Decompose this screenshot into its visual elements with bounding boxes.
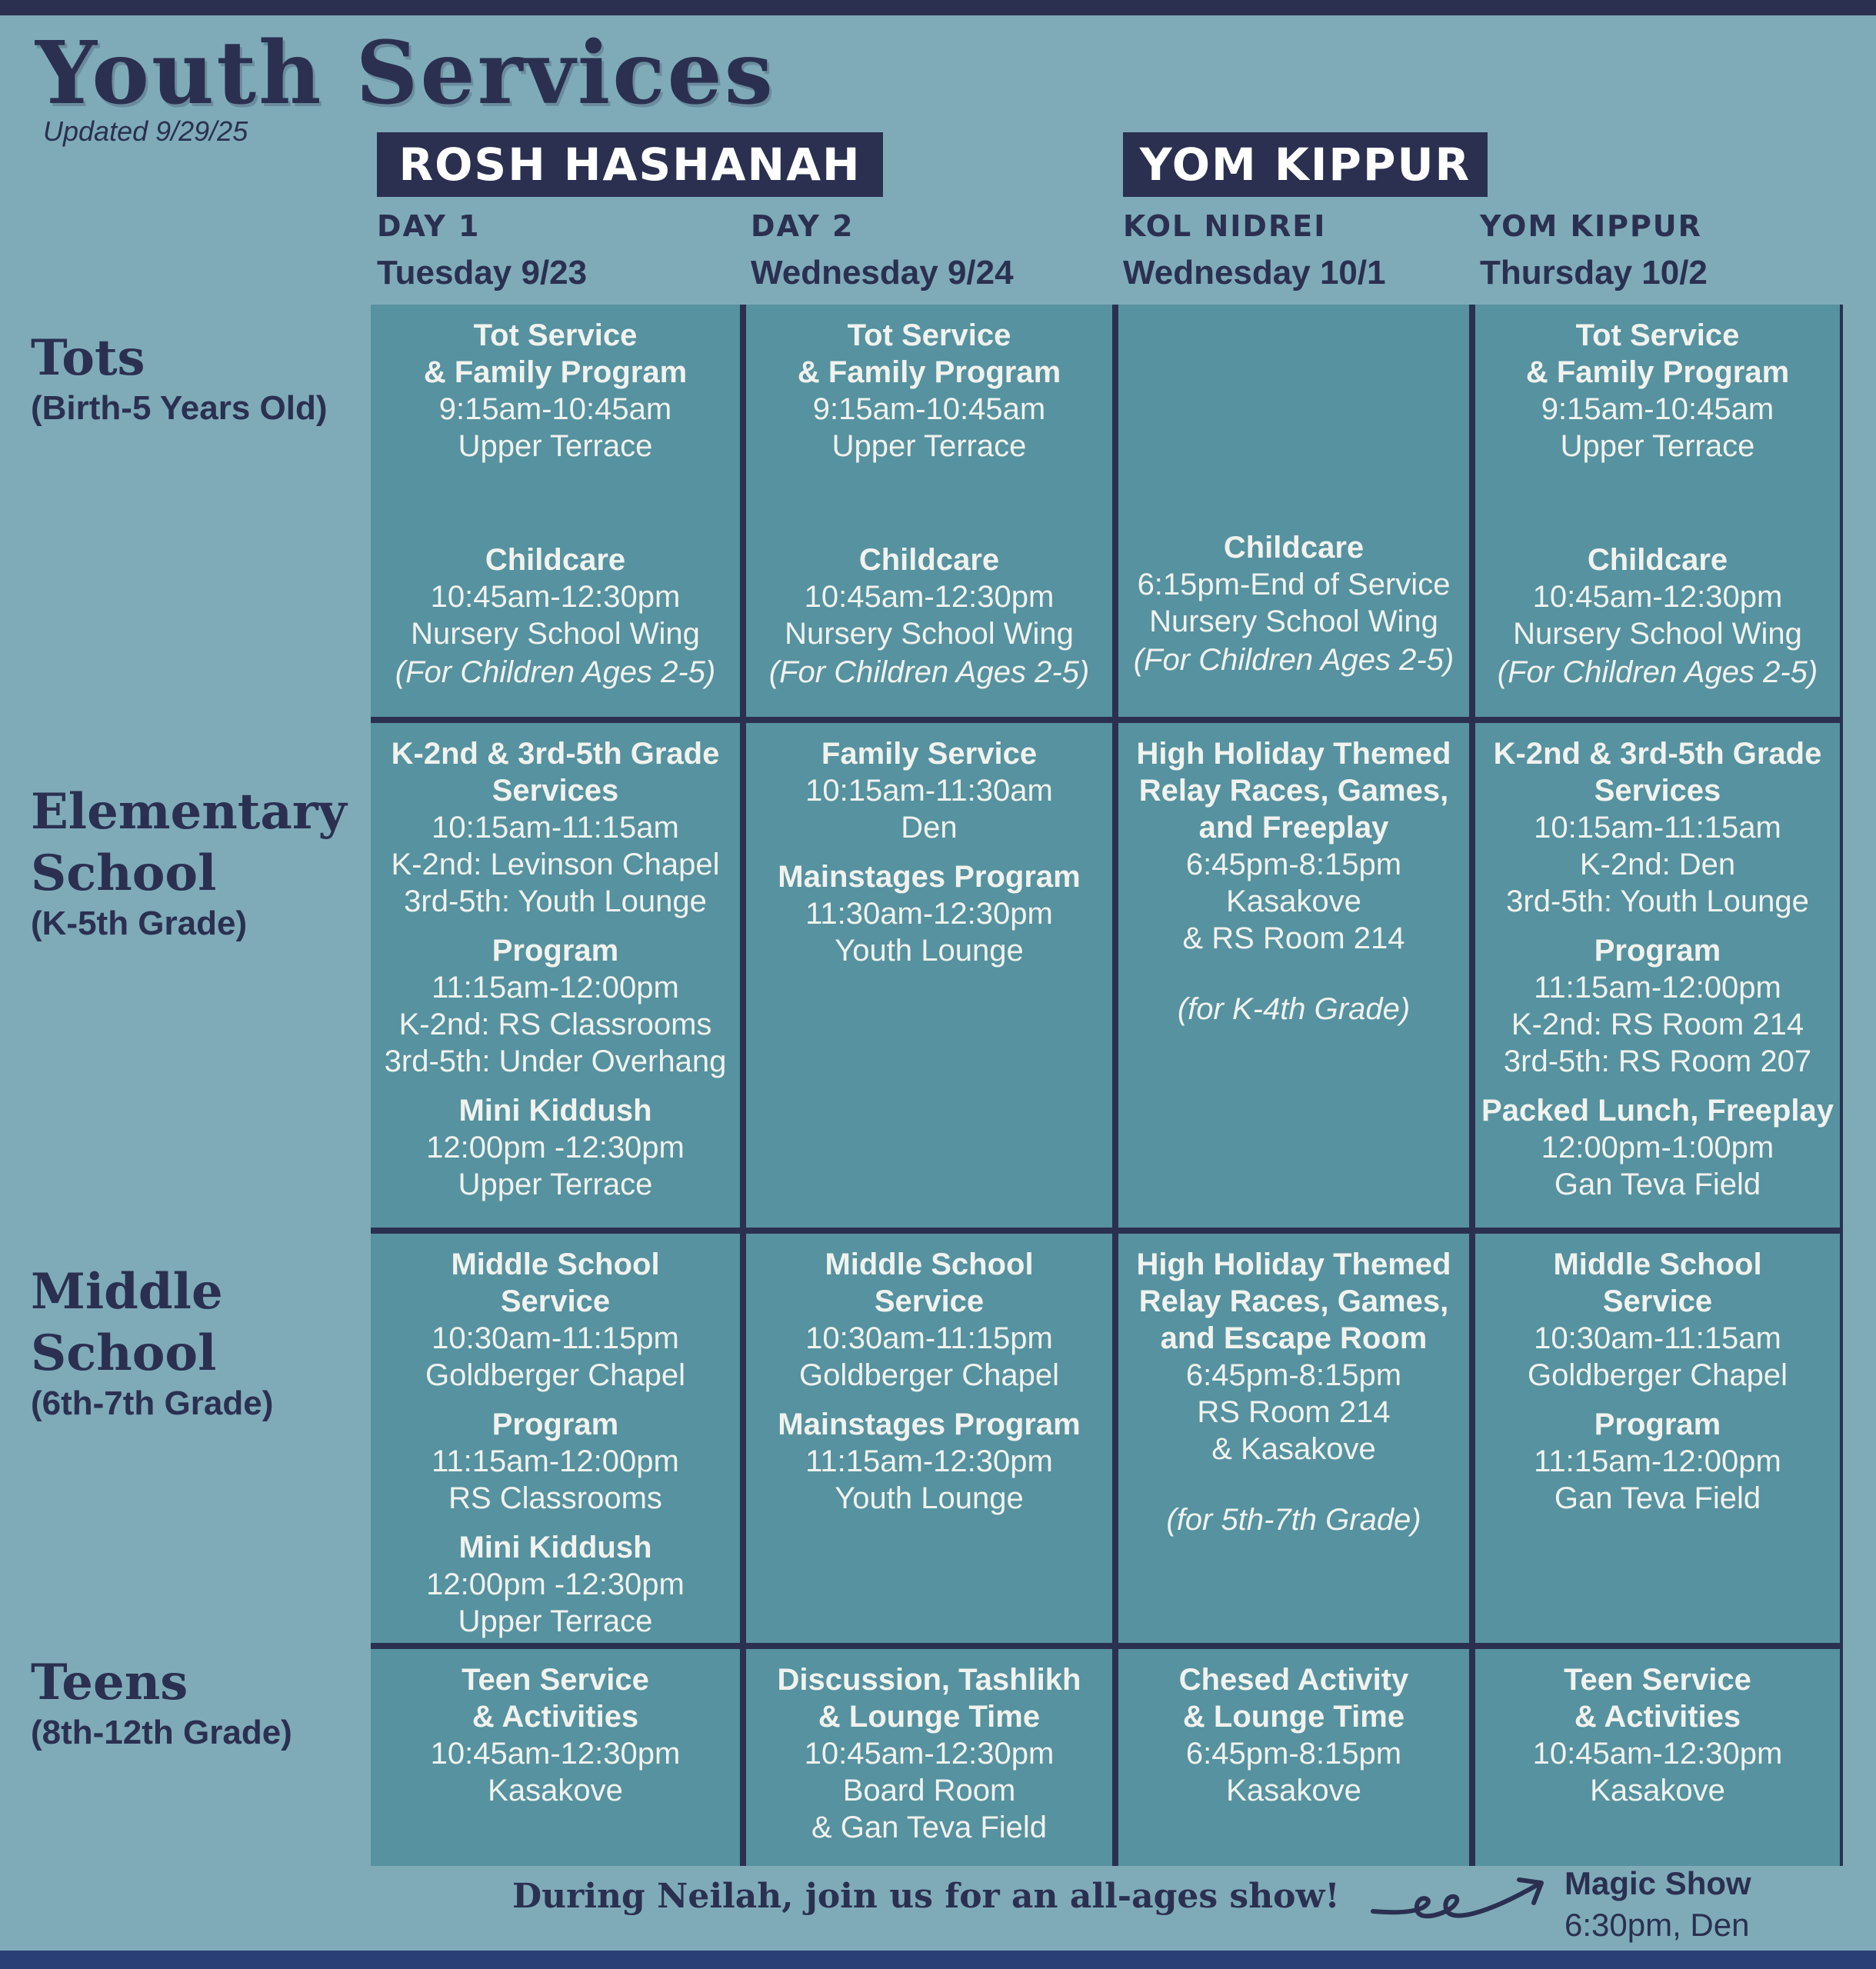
column-kicker: DAY 1 — [377, 209, 481, 243]
cell-teens-yom-kippur — [1475, 1649, 1840, 1866]
program-block — [752, 1406, 1106, 1517]
cell-teens-day2 — [746, 1649, 1112, 1866]
block-title: & Family Program — [797, 355, 1061, 389]
block-title: & Family Program — [423, 355, 688, 389]
bottom-border — [0, 1951, 1876, 1969]
block-title: Teen Service — [462, 1663, 649, 1697]
block-title: Tot Service — [1575, 318, 1740, 352]
curly-arrow-icon — [1369, 1869, 1561, 1938]
column-date: Thursday 10/2 — [1480, 254, 1708, 292]
block-time: 12:00pm-1:00pm — [1541, 1131, 1774, 1164]
block-location: 3rd-5th: Under Overhang — [384, 1044, 727, 1078]
block-title: Middle School — [825, 1248, 1034, 1281]
cell-elementary-kol-nidrei — [1118, 723, 1469, 1228]
row-label-elementary — [31, 781, 347, 943]
program-block — [1125, 1661, 1463, 1809]
block-time: 11:15am-12:00pm — [432, 971, 679, 1004]
cell-tots-kol-nidrei — [1118, 305, 1469, 717]
program-block — [1481, 1092, 1834, 1203]
program-block — [1481, 1246, 1834, 1394]
row-name: Teens — [31, 1654, 188, 1711]
block-location: Nursery School Wing — [785, 617, 1074, 651]
block-location: Kasakove — [1226, 1774, 1361, 1807]
block-time: 10:45am-12:30pm — [1532, 580, 1783, 614]
block-title: Packed Lunch, Freeplay — [1481, 1094, 1834, 1128]
block-title: Services — [1594, 774, 1721, 808]
column-kicker: YOM KIPPUR — [1480, 209, 1702, 243]
block-title: Childcare — [485, 543, 626, 577]
row-name-line1: Middle — [31, 1263, 223, 1321]
column-header-day1 — [377, 209, 587, 292]
block-title: Tot Service — [847, 318, 1011, 352]
cell-teens-day1 — [371, 1649, 740, 1866]
program-block — [752, 1246, 1106, 1394]
top-border — [0, 0, 1876, 15]
block-location: Kasakove — [488, 1774, 623, 1807]
block-location: Nursery School Wing — [1513, 617, 1802, 651]
block-time: 6:45pm-8:15pm — [1185, 1358, 1402, 1392]
block-location: Goldberger Chapel — [425, 1358, 685, 1392]
cell-elementary-day1 — [371, 723, 740, 1228]
block-note: (For Children Ages 2-5) — [768, 655, 1090, 689]
block-location: Upper Terrace — [458, 1604, 653, 1638]
block-time: 10:45am-12:30pm — [1532, 1737, 1783, 1771]
block-time: 12:00pm -12:30pm — [426, 1131, 685, 1164]
block-location: Kasakove — [1590, 1774, 1725, 1807]
block-title: Tot Service — [473, 318, 638, 352]
block-time: 10:45am-12:30pm — [804, 580, 1055, 614]
program-block — [752, 735, 1106, 846]
block-note: (for 5th-7th Grade) — [1166, 1503, 1421, 1537]
block-title: Family Service — [821, 737, 1038, 771]
column-date: Wednesday 10/1 — [1123, 254, 1386, 292]
cell-middle-day1 — [371, 1234, 740, 1643]
schedule-grid — [371, 305, 1843, 1866]
block-title: & Lounge Time — [1182, 1700, 1405, 1734]
block-location: Upper Terrace — [831, 429, 1027, 463]
program-block — [377, 1661, 734, 1809]
program-block — [1481, 541, 1834, 691]
column-date: Wednesday 9/24 — [751, 254, 1014, 292]
block-time: 6:15pm-End of Service — [1137, 568, 1451, 601]
column-header-yom-kippur — [1480, 209, 1708, 292]
block-location: RS Room 214 — [1197, 1395, 1391, 1429]
block-time: 10:45am-12:30pm — [430, 580, 681, 614]
block-location: Upper Terrace — [458, 429, 653, 463]
block-location: & RS Room 214 — [1182, 921, 1405, 955]
program-block — [377, 735, 734, 920]
block-title: Program — [1594, 934, 1721, 968]
program-block — [377, 541, 734, 691]
row-name-line1: Elementary — [31, 783, 347, 841]
column-kicker: DAY 2 — [751, 209, 855, 243]
program-block — [1125, 529, 1463, 678]
block-title: Middle School — [1553, 1248, 1762, 1281]
block-title: Chesed Activity — [1178, 1663, 1409, 1697]
block-title: and Freeplay — [1198, 811, 1389, 845]
row-name-line2: School — [31, 845, 217, 902]
program-block — [1481, 932, 1834, 1080]
cell-elementary-yom-kippur — [1475, 723, 1840, 1228]
block-location: Upper Terrace — [1560, 429, 1755, 463]
column-header-kol-nidrei — [1123, 209, 1386, 292]
yom-kippur-banner: YOM KIPPUR — [1123, 132, 1488, 197]
program-block — [1481, 1406, 1834, 1517]
block-time: 10:45am-12:30pm — [804, 1737, 1055, 1771]
block-location: 3rd-5th: Youth Lounge — [404, 885, 707, 918]
block-time: 11:15am-12:00pm — [1534, 1444, 1781, 1478]
block-time: 11:30am-12:30pm — [805, 897, 1053, 931]
block-title: Mini Kiddush — [458, 1531, 652, 1564]
block-time: 10:45am-12:30pm — [430, 1737, 681, 1771]
row-sub: (8th-12th Grade) — [31, 1714, 292, 1751]
block-note: (for K-4th Grade) — [1177, 992, 1411, 1026]
row-name: Tots — [31, 329, 145, 387]
block-note: (For Children Ages 2-5) — [1133, 643, 1454, 677]
column-header-day2 — [751, 209, 1014, 292]
column-kicker: KOL NIDREI — [1123, 209, 1327, 243]
block-title: & Lounge Time — [818, 1700, 1041, 1734]
row-sub: (6th-7th Grade) — [31, 1384, 274, 1422]
block-title: Mainstages Program — [778, 1408, 1081, 1441]
block-title: Relay Races, Games, — [1138, 1284, 1449, 1318]
program-block — [377, 1529, 734, 1640]
block-location: Goldberger Chapel — [1528, 1358, 1788, 1392]
program-block — [377, 317, 734, 465]
block-note: (For Children Ages 2-5) — [395, 655, 716, 689]
cell-tots-day1 — [371, 305, 740, 717]
block-location: Den — [901, 811, 958, 845]
updated-date: Updated 9/29/25 — [43, 115, 248, 147]
block-title: Childcare — [1223, 531, 1365, 565]
magic-show — [1564, 1863, 1751, 1946]
program-block — [752, 541, 1106, 691]
row-sub: (K-5th Grade) — [31, 905, 248, 942]
block-title: Childcare — [858, 543, 1000, 577]
block-time: 11:15am-12:30pm — [805, 1444, 1053, 1478]
block-title: & Activities — [1574, 1700, 1741, 1734]
program-block — [377, 1406, 734, 1517]
block-location: Goldberger Chapel — [799, 1358, 1059, 1392]
cell-middle-kol-nidrei — [1118, 1234, 1469, 1643]
block-title: High Holiday Themed — [1136, 737, 1451, 771]
block-location: & Gan Teva Field — [811, 1811, 1048, 1844]
cell-middle-yom-kippur — [1475, 1234, 1840, 1643]
block-title: Relay Races, Games, — [1138, 774, 1449, 808]
block-time: 6:45pm-8:15pm — [1185, 848, 1402, 881]
cell-tots-yom-kippur — [1475, 305, 1840, 717]
program-block — [377, 1246, 734, 1394]
block-time: 9:15am-10:45am — [438, 392, 672, 426]
program-block — [377, 932, 734, 1080]
block-time: 10:30am-11:15am — [1534, 1321, 1781, 1355]
block-time: 11:15am-12:00pm — [432, 1444, 679, 1478]
block-location: Gan Teva Field — [1554, 1481, 1761, 1515]
block-title: K-2nd & 3rd-5th Grade — [1493, 737, 1822, 771]
block-time: 10:15am-11:15am — [432, 811, 679, 845]
block-title: Service — [1602, 1284, 1713, 1318]
block-location: & Kasakove — [1211, 1432, 1376, 1466]
block-title: Service — [874, 1284, 985, 1318]
block-location: K-2nd: Den — [1579, 848, 1736, 881]
block-note: (For Children Ages 2-5) — [1497, 655, 1818, 689]
program-block — [1481, 735, 1834, 920]
rosh-hashanah-banner: ROSH HASHANAH — [377, 132, 883, 197]
row-label-tots — [31, 328, 328, 428]
block-title: Service — [500, 1284, 611, 1318]
block-title: and Escape Room — [1160, 1321, 1428, 1355]
block-location: 3rd-5th: RS Room 207 — [1503, 1044, 1812, 1078]
block-title: Program — [491, 1408, 619, 1441]
block-title: K-2nd & 3rd-5th Grade — [391, 737, 720, 771]
neilah-note: During Neilah, join us for an all-ages show! — [512, 1877, 1340, 1916]
program-block — [752, 858, 1106, 969]
block-location: Board Room — [842, 1774, 1016, 1807]
block-location: Nursery School Wing — [1149, 605, 1438, 638]
block-location: K-2nd: RS Room 214 — [1511, 1008, 1804, 1041]
block-location: Youth Lounge — [835, 1481, 1024, 1515]
block-time: 10:30am-11:15pm — [432, 1321, 679, 1355]
row-label-middle — [31, 1261, 273, 1423]
row-name-line2: School — [31, 1324, 217, 1382]
program-block — [1125, 1246, 1463, 1538]
block-title: Mini Kiddush — [458, 1094, 652, 1128]
block-time: 9:15am-10:45am — [812, 392, 1046, 426]
program-block — [752, 1661, 1106, 1846]
block-location: 3rd-5th: Youth Lounge — [1506, 885, 1809, 918]
magic-show-detail: 6:30pm, Den — [1564, 1907, 1750, 1943]
program-block — [377, 1092, 734, 1203]
magic-show-title: Magic Show — [1564, 1865, 1751, 1901]
row-sub: (Birth-5 Years Old) — [31, 389, 328, 427]
block-title: Mainstages Program — [778, 860, 1081, 894]
block-location: Nursery School Wing — [411, 617, 700, 651]
block-time: 10:15am-11:30am — [805, 774, 1053, 808]
block-time: 12:00pm -12:30pm — [426, 1568, 685, 1601]
block-time: 11:15am-12:00pm — [1534, 971, 1781, 1004]
cell-elementary-day2 — [746, 723, 1112, 1228]
block-time: 10:15am-11:15am — [1534, 811, 1781, 845]
program-block — [1481, 1661, 1834, 1809]
block-title: Program — [1594, 1408, 1721, 1441]
block-title: Teen Service — [1564, 1663, 1751, 1697]
block-title: & Family Program — [1525, 355, 1790, 389]
block-location: Upper Terrace — [458, 1168, 653, 1201]
block-location: Gan Teva Field — [1554, 1168, 1761, 1201]
block-title: Program — [491, 934, 619, 968]
block-location: RS Classrooms — [448, 1481, 662, 1515]
block-time: 6:45pm-8:15pm — [1185, 1737, 1402, 1771]
cell-middle-day2 — [746, 1234, 1112, 1643]
program-block — [1481, 317, 1834, 465]
block-title: Middle School — [451, 1248, 660, 1281]
cell-teens-kol-nidrei — [1118, 1649, 1469, 1866]
column-date: Tuesday 9/23 — [377, 254, 588, 292]
block-location: Youth Lounge — [835, 934, 1024, 968]
block-title: High Holiday Themed — [1136, 1248, 1451, 1281]
block-title: Discussion, Tashlikh — [777, 1663, 1081, 1697]
block-location: Kasakove — [1226, 885, 1361, 918]
cell-tots-day2 — [746, 305, 1112, 717]
block-time: 10:30am-11:15pm — [805, 1321, 1053, 1355]
program-block — [752, 317, 1106, 465]
block-location: K-2nd: RS Classrooms — [398, 1008, 712, 1041]
block-title: Childcare — [1587, 543, 1728, 577]
block-title: Services — [491, 774, 619, 808]
page-title: Youth Services — [35, 23, 775, 124]
program-block — [1125, 735, 1463, 1028]
block-title: & Activities — [471, 1700, 639, 1734]
row-label-teens — [31, 1652, 292, 1752]
block-location: K-2nd: Levinson Chapel — [391, 848, 720, 881]
block-time: 9:15am-10:45am — [1541, 392, 1774, 426]
